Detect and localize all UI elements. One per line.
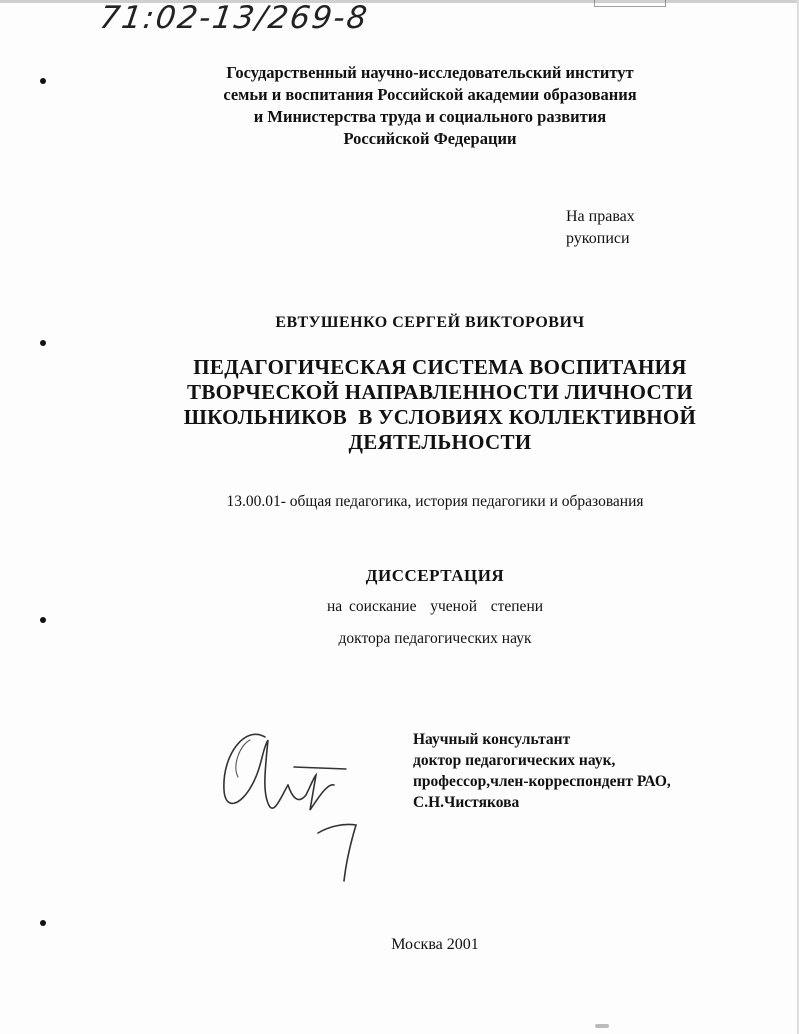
title-line: ШКОЛЬНИКОВ В УСЛОВИЯХ КОЛЛЕКТИВНОЙ <box>183 405 697 429</box>
scan-artifact-mark <box>594 0 666 7</box>
scan-artifact-stain <box>595 1024 609 1028</box>
consultant-line: Научный консультант <box>413 731 571 748</box>
title-line: ПЕДАГОГИЧЕСКАЯ СИСТЕМА ВОСПИТАНИЯ <box>193 355 687 379</box>
document-type: ДИССЕРТАЦИЯ <box>365 566 505 585</box>
punch-hole-dot <box>40 78 46 84</box>
specialty-code: 13.00.01- общая педагогика, история педагогики и образования <box>226 493 644 510</box>
archive-code: 71:02-13/269-8 <box>97 0 372 36</box>
consultant-line: доктор педагогических наук, <box>413 752 616 769</box>
handwritten-signature <box>210 715 390 885</box>
degree-line: на соискание ученой степени <box>326 598 544 615</box>
dissertation-title <box>150 355 730 455</box>
consultant-line: профессор,член-корреспондент РАО, <box>413 773 671 790</box>
degree-line: доктора педагогических наук <box>338 630 532 647</box>
institute-line: Российской Федерации <box>343 129 517 148</box>
title-line: ТВОРЧЕСКОЙ НАПРАВЛЕННОСТИ ЛИЧНОСТИ <box>187 380 693 404</box>
rights-line: На правах <box>566 208 635 225</box>
author-name: ЕВТУШЕНКО СЕРГЕЙ ВИКТОРОВИЧ <box>275 314 585 331</box>
scientific-consultant <box>413 729 753 813</box>
punch-hole-dot <box>40 617 46 623</box>
manuscript-rights <box>566 206 696 250</box>
institute-line: семьи и воспитания Российской академии образования <box>223 85 637 104</box>
institute-line: Государственный научно-исследовательский институт <box>226 63 634 82</box>
title-line: ДЕЯТЕЛЬНОСТИ <box>348 430 532 454</box>
consultant-line: С.Н.Чистякова <box>413 794 520 811</box>
city-year: Москва 2001 <box>391 936 479 953</box>
punch-hole-dot <box>40 920 46 926</box>
rights-line: рукописи <box>566 230 630 247</box>
institute-block <box>150 62 710 150</box>
punch-hole-dot <box>40 340 46 346</box>
institute-line: и Министерства труда и социального развития <box>253 107 607 126</box>
